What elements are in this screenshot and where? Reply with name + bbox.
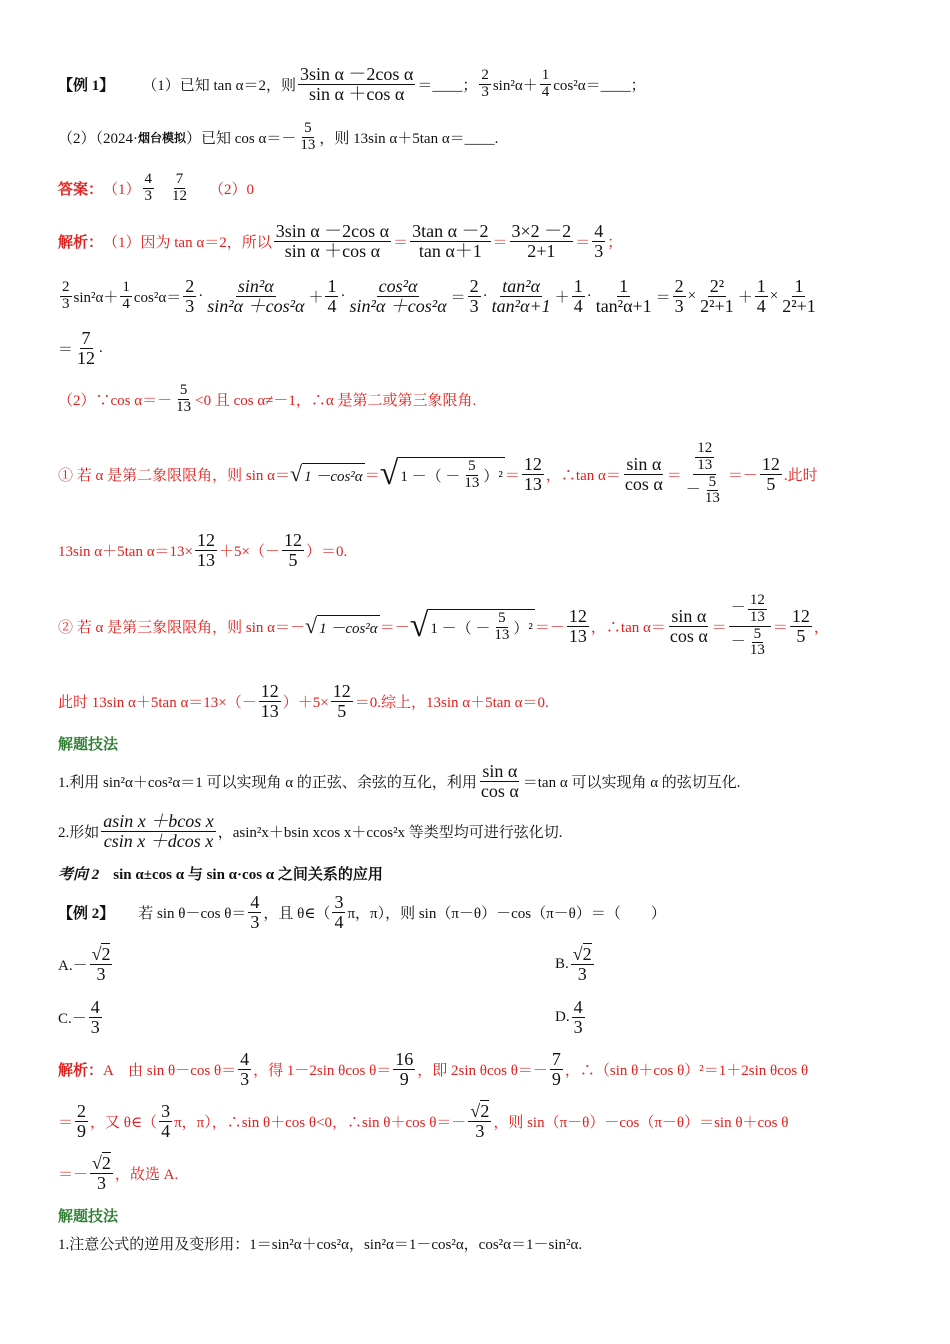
text: ，又 θ∈（ [90, 1114, 158, 1131]
text: π，π），∴sin θ＋cos θ<0，∴sin θ＋cos θ＝－ [174, 1114, 467, 1131]
text: ＋5×（－ [219, 543, 280, 560]
example1-line1 [58, 62, 646, 106]
text: 1.利用 sin²α＋cos²α＝1 可以实现角 α 的正弦、余弦的互化，利用 [58, 774, 477, 791]
text: ，得 1－2sin θcos θ＝ [253, 1062, 392, 1079]
text: ）＋5× [282, 694, 329, 711]
fraction: cos²α sin²α ＋cos²α [349, 275, 447, 316]
solution2-line1 [58, 378, 476, 420]
case1-line: ① 若 α 是第二象限限角，则 sin α＝ √ 1 －cos²α ＝ √ 1 －（ － 5 13 ）² ＝ 12 13 ，∴tan α＝ sin α cos α ＝ 12 13 － 5 13 ＝－ 12 5 .此时 [58, 440, 818, 507]
fraction: 2 3 [62, 278, 70, 312]
direction2-heading [58, 862, 383, 884]
example2-line [58, 890, 666, 934]
solution-ex2-line1 [58, 1046, 808, 1092]
sqrt-expression: √ 1 －（ － 5 13 ）² [379, 455, 503, 492]
text: ＝0.综上，13sin α＋5tan α＝0. [354, 694, 549, 711]
fraction: 4 3 [144, 170, 153, 204]
text: ＝－ [727, 467, 758, 484]
text: ，∴tan α＝ [590, 619, 666, 636]
example2-label: 【例 2】 [58, 905, 115, 922]
text: ＝－ [534, 619, 565, 636]
solution1-line3 [58, 328, 103, 368]
text: ＝－ [379, 619, 410, 636]
direction-title: sin α±cos α 与 sin α·cos α 之间关系的应用 [113, 866, 383, 883]
fraction: $\frac{12}{5}$ [332, 680, 351, 721]
method1-line2 [58, 808, 563, 854]
sqrt-expression: √ 1 －cos²α [304, 613, 378, 638]
fraction: 2 9 [77, 1100, 87, 1141]
fraction: 7 9 [551, 1048, 561, 1089]
fraction: √2 3 [572, 943, 592, 984]
method-title: 解题技法 [58, 1208, 119, 1225]
text: （2）0 [209, 181, 255, 198]
fraction: 16 9 [395, 1048, 414, 1089]
fraction: sin²α sin²α ＋cos²α [207, 275, 305, 316]
fraction: 5 13 [176, 381, 192, 415]
fraction: 1 4 [122, 278, 130, 312]
fraction: tan²α tan²α+1 [491, 275, 551, 316]
option-c-label: C.－ [58, 1010, 87, 1027]
fraction: 4 3 [240, 1048, 250, 1089]
fraction: 1 4 [573, 275, 583, 316]
direction-label: 考向 2 [58, 866, 100, 883]
fraction: 4 3 [90, 996, 100, 1037]
text: π，π），则 sin（π－θ）－cos（π－θ）＝（ ） [347, 905, 666, 922]
solution1-line1: 解析： （1）因为 tan α＝2，所以 3sin α －2cos α sin α ＋cos α ＝ 3tan α －2 tan α＋1 ＝ 3×2 －2 2+1 ＝ 4 3 ； [58, 220, 623, 261]
fraction: 7 12 [172, 170, 188, 204]
text: （2）（2024· [58, 130, 138, 147]
fraction: 3×2 －2 2+1 [511, 220, 572, 261]
fraction: 4 3 [573, 996, 583, 1037]
case2-result [58, 678, 549, 724]
text: ，即 2sin θcos θ＝－ [417, 1062, 548, 1079]
fraction: asin x ＋bcos x csin x ＋dcos x [103, 810, 214, 851]
text: ，∴tan α＝ [545, 467, 621, 484]
text: ）＝0. [305, 543, 348, 560]
fraction: 2² 2²+1 [700, 275, 734, 316]
fraction: 1 2²+1 [782, 275, 816, 316]
text: ＝ [772, 619, 788, 636]
text: （2）∵cos α＝－ [58, 392, 173, 409]
fraction: 3 4 [161, 1100, 171, 1141]
example1-q1-text: （1）已知 tan α＝2，则 [142, 77, 296, 94]
fraction: √2 3 [91, 943, 111, 984]
fraction: 1 tan²α+1 [595, 275, 652, 316]
fraction: 1 4 [327, 275, 337, 316]
fraction: 1 4 [756, 275, 766, 316]
fraction: 4 3 [250, 891, 260, 932]
answer-label: 答案： [58, 181, 104, 198]
sqrt-expression: √ 1 －cos²α [289, 461, 363, 486]
fraction: 12 13 [568, 605, 587, 646]
fraction: $\frac{12}{13}$ [197, 529, 216, 570]
text: （1） [103, 181, 141, 198]
fraction: 12 13 [260, 680, 279, 721]
text: ＝－ [58, 1166, 89, 1183]
fraction: 7 12 [77, 327, 96, 368]
compound-fraction: 12 13 － 5 13 [685, 440, 720, 507]
fraction: 2 3 [185, 275, 195, 316]
text: ； [607, 234, 623, 251]
fraction: sin α cos α [669, 605, 708, 646]
text: ① 若 α 是第二象限限角，则 sin α＝ [58, 467, 290, 484]
case1-result [58, 528, 347, 572]
answer-blank: ＝____； [417, 77, 478, 94]
text: ＝ [58, 341, 74, 358]
text: cos²α＝ [133, 289, 182, 306]
text: 若 sin θ－cos θ＝ [138, 905, 247, 922]
text: ，故选 A. [114, 1166, 179, 1183]
text: （1）因为 tan α＝2，所以 [103, 234, 272, 251]
fraction: 2 3 [481, 66, 489, 100]
fraction: 2 3 [674, 275, 684, 316]
fraction: 4 3 [594, 220, 604, 261]
text: sin²α＋ [73, 289, 119, 306]
fraction: 12 5 [761, 453, 780, 494]
text: ② 若 α 是第三象限限角，则 sin α＝－ [58, 619, 305, 636]
text: ，则 13sin α＋5tan α＝____. [319, 130, 499, 147]
text: sin²α＋ [492, 77, 538, 94]
text: ， [813, 619, 829, 636]
source-tag: 烟台模拟 [138, 130, 187, 145]
method-title: 解题技法 [58, 736, 119, 753]
option-d[interactable] [555, 995, 587, 1039]
text: ，且 θ∈（ [263, 905, 331, 922]
text: ，则 sin（π－θ）－cos（π－θ）＝sin θ＋cos θ [493, 1114, 789, 1131]
option-c[interactable] [58, 995, 104, 1039]
method2-line1: 1.注意公式的逆用及变形用：1＝sin²α＋cos²α，sin²α＝1－cos²α，cos²α＝1－sin²α. [58, 1236, 583, 1253]
text: ，∴（sin θ＋cos θ）²＝1＋2sin θcos θ [564, 1062, 809, 1079]
option-b-label: B. [555, 955, 569, 972]
solution-label: 解析： [58, 1062, 104, 1079]
fraction: 12 5 [283, 529, 302, 570]
fraction: 1 4 [541, 66, 550, 100]
fraction: sin α cos α [624, 453, 663, 494]
solution-label: 解析： [58, 234, 104, 251]
sqrt-expression: √ 1 －（ － 5 13 ）² [409, 607, 533, 644]
fraction: sin α cos α [480, 760, 519, 801]
fraction: √2 3 [92, 1152, 111, 1193]
text: 13sin α＋5tan α＝13× [58, 543, 194, 560]
example1-line2 [58, 115, 498, 159]
fraction: 3 4 [334, 891, 344, 932]
text: ＝ [364, 467, 380, 484]
text: ＝ [58, 1114, 74, 1131]
fraction: 12 5 [791, 605, 810, 646]
compound-fraction: － 12 13 － 5 13 [729, 593, 771, 659]
answer-line [58, 166, 254, 210]
text: ＝tan α 可以实现角 α 的弦切互化. [522, 774, 741, 791]
fraction: 5 13 [300, 119, 316, 153]
method1-line1 [58, 758, 741, 804]
solution1-line2: 2 3 sin²α＋ 1 4 cos²α＝ 2 3 · sin²α sin²α ＋cos²α ＋ 1 4 · cos²α sin²α ＋cos²α ＝ 2 3 · tan²α tan²α+1 ＋ 1 4 · 1 tan²α+1 ＝ 2 3 × 2² 2²+1 ＋ 1 4 × 1 2²+1 [62, 275, 816, 316]
solution-ex2-line2 [58, 1098, 788, 1144]
example1-label: 【例 1】 [58, 77, 115, 94]
option-a-label: A.－ [58, 957, 88, 974]
option-d-label: D. [555, 1008, 570, 1025]
fraction: 3sin α －2cos α sin α ＋cos α [299, 63, 414, 104]
text: 2.形如 [58, 824, 100, 841]
case2-line: ② 若 α 是第三象限限角，则 sin α＝－ √ 1 －cos²α ＝－ √ 1 －（ － 5 13 ）² ＝－ 12 13 ，∴tan α＝ sin α cos α ＝ － 12 13 － 5 13 ＝ 12 5 ， [58, 592, 829, 659]
text: ，asin²x＋bsin xcos x＋ccos²x 等类型均可进行弦化切. [217, 824, 563, 841]
option-a[interactable] [58, 940, 114, 988]
solution-ex2-line3 [58, 1150, 178, 1196]
text: . [99, 339, 103, 356]
text: 此时 13sin α＋5tan α＝13×（－ [58, 694, 257, 711]
fraction: 3tan α －2 tan α＋1 [412, 220, 489, 261]
text: .此时 [783, 467, 818, 484]
text: <0 且 cos α≠－1，∴α 是第二或第三象限角. [195, 392, 477, 409]
text: A 由 sin θ－cos θ＝ [103, 1062, 237, 1079]
fraction: 12 13 [523, 453, 542, 494]
fraction: 2 3 [469, 275, 479, 316]
option-b[interactable] [555, 940, 596, 988]
text: ）已知 cos α＝－ [186, 130, 297, 147]
fraction: √2 3 [470, 1100, 490, 1141]
answer-blank: cos²α＝____； [553, 77, 646, 94]
fraction: 3sin α －2cos α sin α ＋cos α [275, 220, 390, 261]
